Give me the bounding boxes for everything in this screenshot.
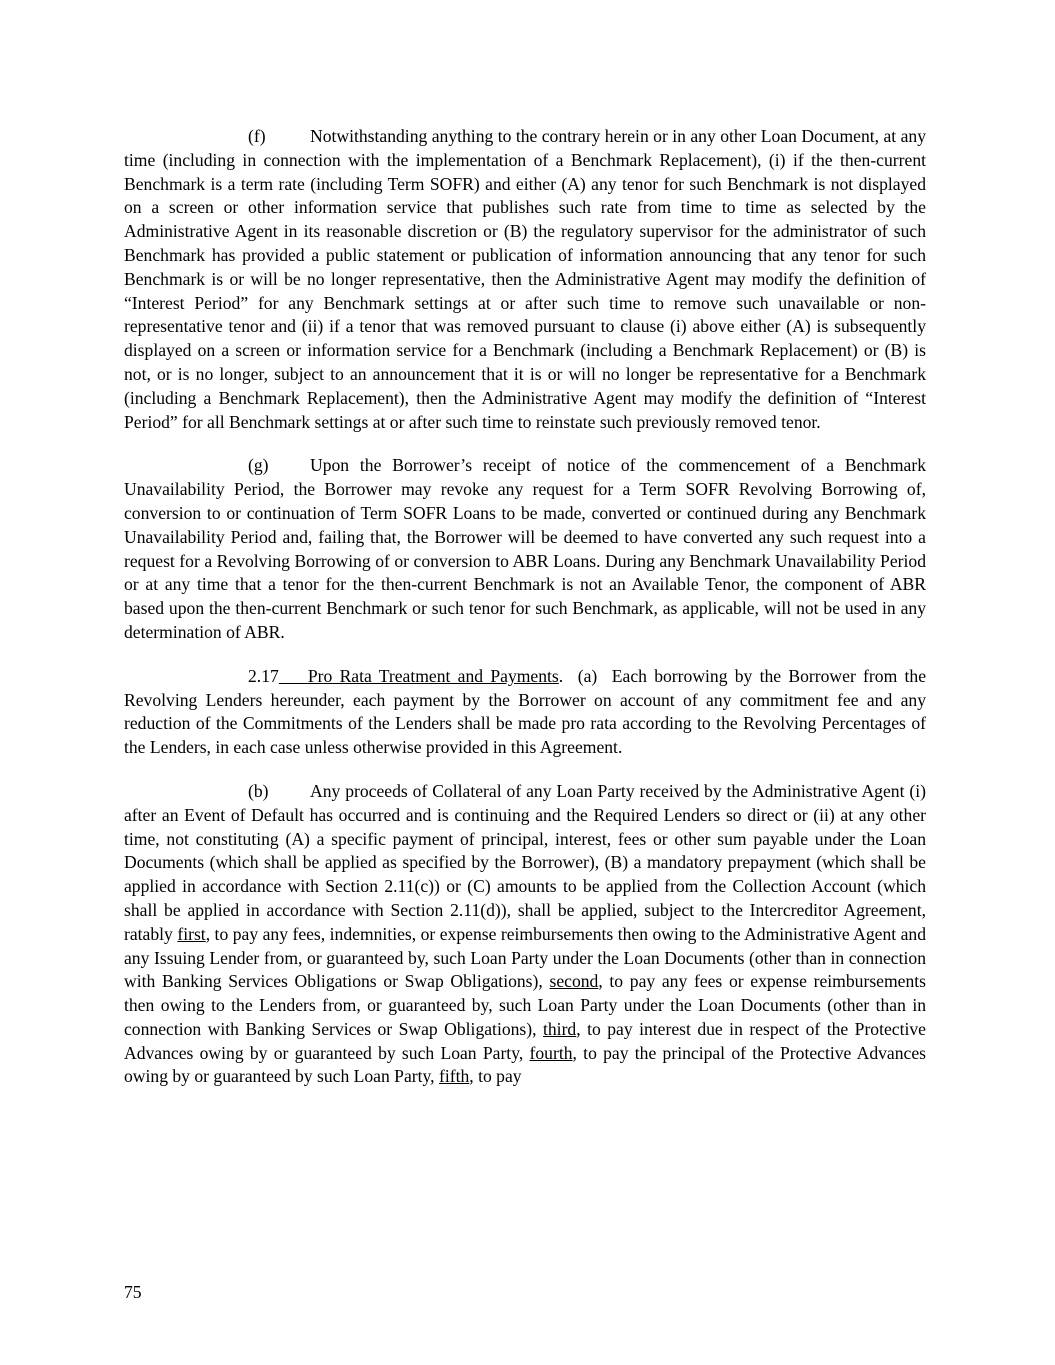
paragraph-text: , to pay any fees, indemnities, or expense reimbursements then owing to the Administrative Agent and any Issuing Lender from, or guaranteed by, such Loan Party under the Loan Documents (other than in connection with Banking Services Obligations or Swap Obligations), (124, 923, 927, 992)
ordinal-third: third (543, 1018, 577, 1039)
ordinal-first: first (177, 923, 206, 944)
paragraph-text: Any proceeds of Collateral of any Loan Party received by the Administrative Agent (i) after an Event of Default has occurred and is continuing and the Required Lenders so direct or (ii) at any other time, not constituting (A) a specific payment of principal, interest, fees or other sum payable under the Loan Documents (which shall be applied as specified by the Borrower), (B) a mandatory prepayment (which shall be applied in accordance with Section 2.11(c)) or (C) amounts to be applied from the Collection Account (which shall be applied in accordance with Section 2.11(d)), shall be applied, subject to the Intercreditor Agreement, ratably (124, 780, 926, 944)
paragraph-g (124, 454, 926, 644)
paragraph-f (124, 125, 926, 434)
section-title (279, 666, 559, 686)
section-number: 2.17 (248, 665, 279, 686)
paragraph-label: (g) (248, 455, 269, 476)
paragraph-text: , to pay the principal of the Protective Advances owing by or guaranteed by such Loan Party, (124, 1042, 926, 1087)
paragraph-b (124, 780, 926, 1089)
section-2-17: 2.17 Pro Rata Treatment and Payments. (a) Each borrowing by the Borrower from the Revolving Lenders hereunder, each payment by the Borrower on account of any commitment fee and any reduction of the Commitments of the Lenders shall be made pro rata according to the Revolving Percentages of the Lenders, in each case unless otherwise provided in this Agreement. (124, 665, 927, 758)
document-page (124, 125, 926, 1109)
paragraph-text: , to pay any fees or expense reimbursements then owing to the Lenders from, or guaranteed by, such Loan Party under the Loan Documents (other than in connection with Banking Services or Swap Obligations), (124, 971, 927, 1039)
paragraph-text: Each borrowing by the Borrower from the Revolving Lenders hereunder, each payment by the Borrower on account of any commitment fee and any reduction of the Commitments of the Lenders shall be made pro rata according to the Revolving Percentages of the Lenders, in each case unless otherwise provided in this Agreement. (124, 665, 927, 758)
paragraph-label: (b) (248, 780, 269, 801)
ordinal-second: second (549, 971, 599, 992)
paragraph-text: Notwithstanding anything to the contrary herein or in any other Loan Document, at any time (including in connection with the implementation of a Benchmark Replacement), (i) if the then-current Benchmark is a term rate (including Term SOFR) and either (A) any tenor for such Benchmark is not displayed on a screen or other information service that publishes such rate from time to time as selected by the Administrative Agent in its reasonable discretion or (B) the regulatory supervisor for the administrator of such Benchmark has provided a public statement or publication of information announcing that any tenor for such Benchmark is or will be no longer representative, then the Administrative Agent may modify the definition of “Interest Period” for any Benchmark settings at or after such time to remove such unavailable or non-representative tenor and (ii) if a tenor that was removed pursuant to clause (i) above either (A) is subsequently displayed on a screen or information service for a Benchmark (including a Benchmark Replacement) or (B) is not, or is no longer, subject to an announcement that it is or will no longer be representative for a Benchmark (including a Benchmark Replacement), then the Administrative Agent may modify the definition of “Interest Period” for all Benchmark settings at or after such time to reinstate such previously removed tenor. (124, 126, 926, 432)
paragraph-text: , to pay (469, 1066, 522, 1087)
paragraph-text: , to pay interest due in respect of the Protective Advances owing by or guaranteed by such Loan Party, (124, 1018, 926, 1063)
page-number: 75 (124, 1282, 142, 1302)
paragraph-text: Upon the Borrower’s receipt of notice of the commencement of a Benchmark Unavailability Period, the Borrower may revoke any request for a Term SOFR Revolving Borrowing of, conversion to or continuation of Term SOFR Loans to be made, converted or continued during any Benchmark Unavailability Period and, failing that, the Borrower will be deemed to have converted any such request into a request for a Revolving Borrowing of or conversion to ABR Loans. During any Benchmark Unavailability Period or at any time that a tenor for the then-current Benchmark is not an Available Tenor, the component of ABR based upon the then-current Benchmark or such tenor for such Benchmark, as applicable, will not be used in any determination of ABR. (124, 455, 926, 642)
section-title-text: Pro Rata Treatment and Payments (307, 665, 559, 686)
paragraph-label: (f) (248, 126, 266, 146)
ordinal-fourth: fourth (529, 1042, 573, 1063)
sub-label: (a) (577, 665, 598, 686)
ordinal-fifth: fifth (439, 1066, 470, 1087)
